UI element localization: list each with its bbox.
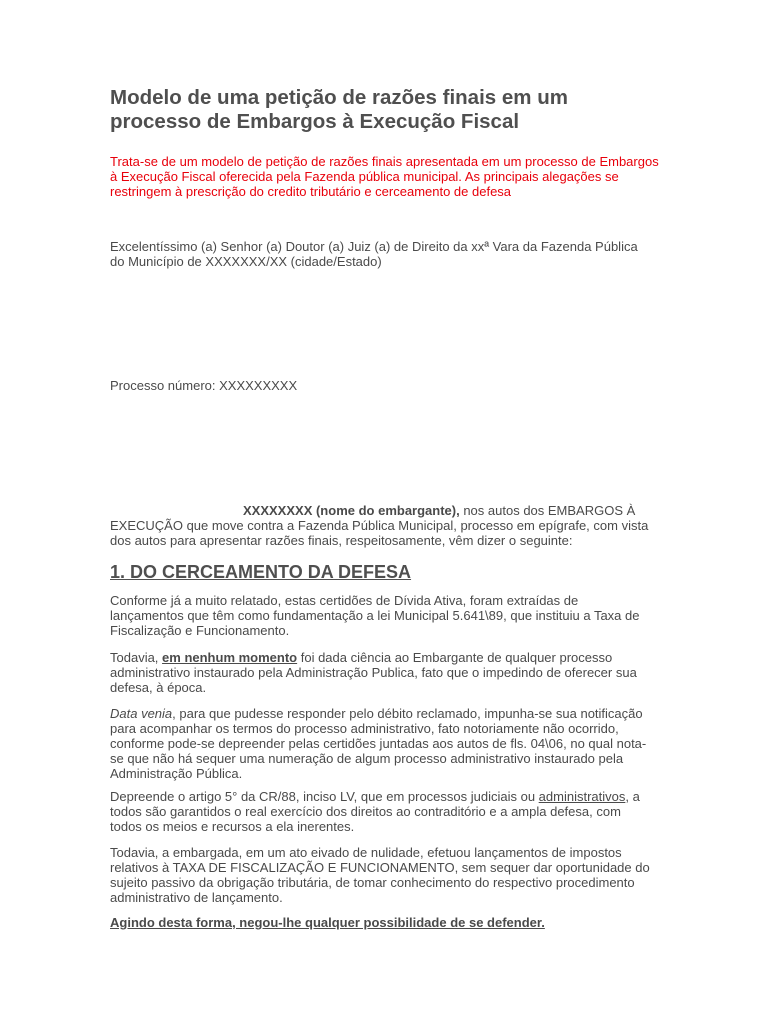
p3-text: , para que pudesse responder pelo débito reclamado, impunha-se sua notificação para acompanhar os termos do processo administrativo, fato notoriamente não ocorrido, conforme pode-se depreender pelas certidões juntadas aos autos de fls. 04\06, no qual nota-se que não há sequer uma numeração de algum processo administrativo instaurado pela Administração Pública.: [110, 706, 647, 781]
body-paragraph-2: [110, 650, 655, 695]
p4-underlined: administrativos: [538, 789, 626, 804]
body-paragraph-4: [110, 789, 655, 834]
p4-before: Depreende o artigo 5° da CR/88, inciso LV, que em processos judiciais ou: [110, 789, 539, 804]
p2-emphasis: em nenhum momento: [162, 650, 298, 665]
opening-text: nos autos dos EMBARGOS À EXECUÇÃO que move contra a Fazenda Pública Municipal, processo em epígrafe, com vista dos autos para apresentar razões finais, respeitosamente, vêm dizer o seguinte:: [110, 503, 649, 548]
body-paragraph-3: [110, 706, 655, 781]
p2-after: foi dada ciência ao Embargante de qualquer processo administrativo instaurado pela Administração Publica, fato que o impedindo de oferecer sua defesa, à época.: [110, 650, 637, 695]
document-summary: Trata-se de um modelo de petição de razões finais apresentada em um processo de Embargos à Execução Fiscal oferecida pela Fazenda pública municipal. As principais alegações se restringem à prescrição do credito tributário e cerceamento de defesa: [110, 154, 659, 199]
p3-italic: Data venia: [110, 706, 173, 721]
body-paragraph-1: Conforme já a muito relatado, estas certidões de Dívida Ativa, foram extraídas de lançamentos que têm como fundamentação a lei Municipal 5.641\89, que instituiu a Taxa de Fiscalização e Funcionamento.: [110, 593, 640, 638]
section-heading: 1. DO CERCEAMENTO DA DEFESA: [110, 562, 412, 582]
closing-statement: Agindo desta forma, negou-lhe qualquer possibilidade de se defender.: [110, 915, 545, 930]
p2-before: Todavia,: [110, 650, 163, 665]
document-title: Modelo de uma petição de razões finais em um processo de Embargos à Execução Fiscal: [110, 86, 568, 133]
p4-after: , a todos são garantidos o real exercício dos direitos ao contraditório e a ampla defesa, com todos os meios e recursos a ela inerentes.: [110, 789, 640, 834]
party-name: XXXXXXXX (nome do embargante),: [243, 503, 460, 518]
addressee-paragraph: Excelentíssimo (a) Senhor (a) Doutor (a) Juiz (a) de Direito da xxª Vara da Fazenda Pública do Município de XXXXXXX/XX (cidade/Estado): [110, 239, 638, 269]
body-paragraph-5: Todavia, a embargada, em um ato eivado de nulidade, efetuou lançamentos de impostos relativos à TAXA DE FISCALIZAÇÃO E FUNCIONAMENTO, sem sequer dar oportunidade do sujeito passivo da obrigação tributária, de tomar conhecimento do respectivo procedimento administrativo de lançamento.: [110, 845, 650, 905]
opening-paragraph: [110, 503, 655, 548]
process-number: Processo número: XXXXXXXXX: [110, 378, 298, 393]
